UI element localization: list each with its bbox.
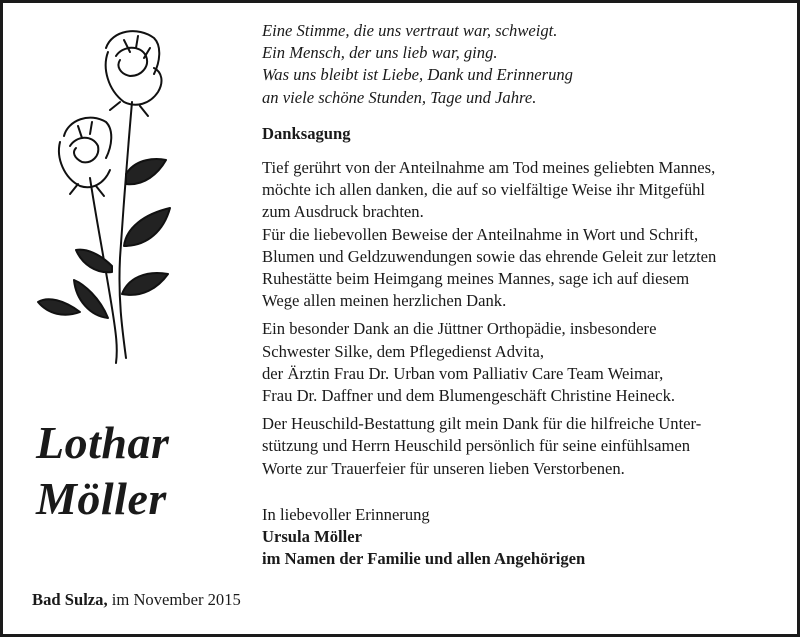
place-date xyxy=(32,590,241,610)
text-line: Der Heuschild-Bestattung gilt mein Dank für die hilfreiche Unter- xyxy=(262,414,702,434)
thanks-paragraph-2 xyxy=(262,318,782,407)
text-line: zum Ausdruck brachten. xyxy=(262,202,424,222)
text-line: Frau Dr. Daffner und dem Blumengeschäft Christine Heineck. xyxy=(262,386,676,406)
date: im November 2015 xyxy=(107,590,241,609)
verse-line: Eine Stimme, die uns vertraut war, schweigt. xyxy=(262,21,558,40)
text-line: Blumen und Geldzuwendungen sowie das ehrende Geleit zur letzten xyxy=(262,246,717,266)
text-line: Für die liebevollen Beweise der Anteilnahme in Wort und Schrift, xyxy=(262,224,699,244)
verse-line: Ein Mensch, der uns lieb war, ging. xyxy=(262,43,498,63)
text-line: möchte ich allen danken, die auf so vielfältige Weise ihr Mitgefühl xyxy=(262,180,706,200)
heading: Danksagung xyxy=(262,123,351,143)
text-line: Worte zur Trauerfeier für unseren lieben Verstorbenen. xyxy=(262,458,625,478)
text-line: Ein besonder Dank an die Jüttner Orthopädie, insbesondere xyxy=(262,319,657,339)
thanks-paragraph-1 xyxy=(262,157,782,312)
thanks-paragraph-3 xyxy=(262,413,782,480)
text-line: stützung und Herrn Heuschild persönlich für seine einfühlsamen xyxy=(262,436,691,456)
deceased-first-name: Lothar xyxy=(36,417,170,468)
closing-line: In liebevoller Erinnerung xyxy=(262,504,430,524)
text-line: Wege allen meinen herzlichen Dank. xyxy=(262,291,507,311)
deceased-last-name: Möller xyxy=(36,473,167,524)
memorial-verse xyxy=(262,20,782,109)
rose-icon xyxy=(20,18,190,368)
verse-line: Was uns bleibt ist Liebe, Dank und Erinnerung xyxy=(262,65,573,85)
family-line: im Namen der Familie und allen Angehörigen xyxy=(262,549,586,569)
signature: Ursula Möller xyxy=(262,527,363,547)
text-line: Ruhestätte beim Heimgang meines Mannes, sage ich auf diesem xyxy=(262,269,690,289)
text-line: der Ärztin Frau Dr. Urban vom Palliativ Care Team Weimar, xyxy=(262,363,664,383)
text-line: Schwester Silke, dem Pflegedienst Advita, xyxy=(262,341,545,361)
place: Bad Sulza, xyxy=(32,590,108,609)
notice-text xyxy=(262,20,782,570)
verse-line: an viele schöne Stunden, Tage und Jahre. xyxy=(262,87,537,107)
text-line: Tief gerührt von der Anteilnahme am Tod meines geliebten Mannes, xyxy=(262,158,716,178)
